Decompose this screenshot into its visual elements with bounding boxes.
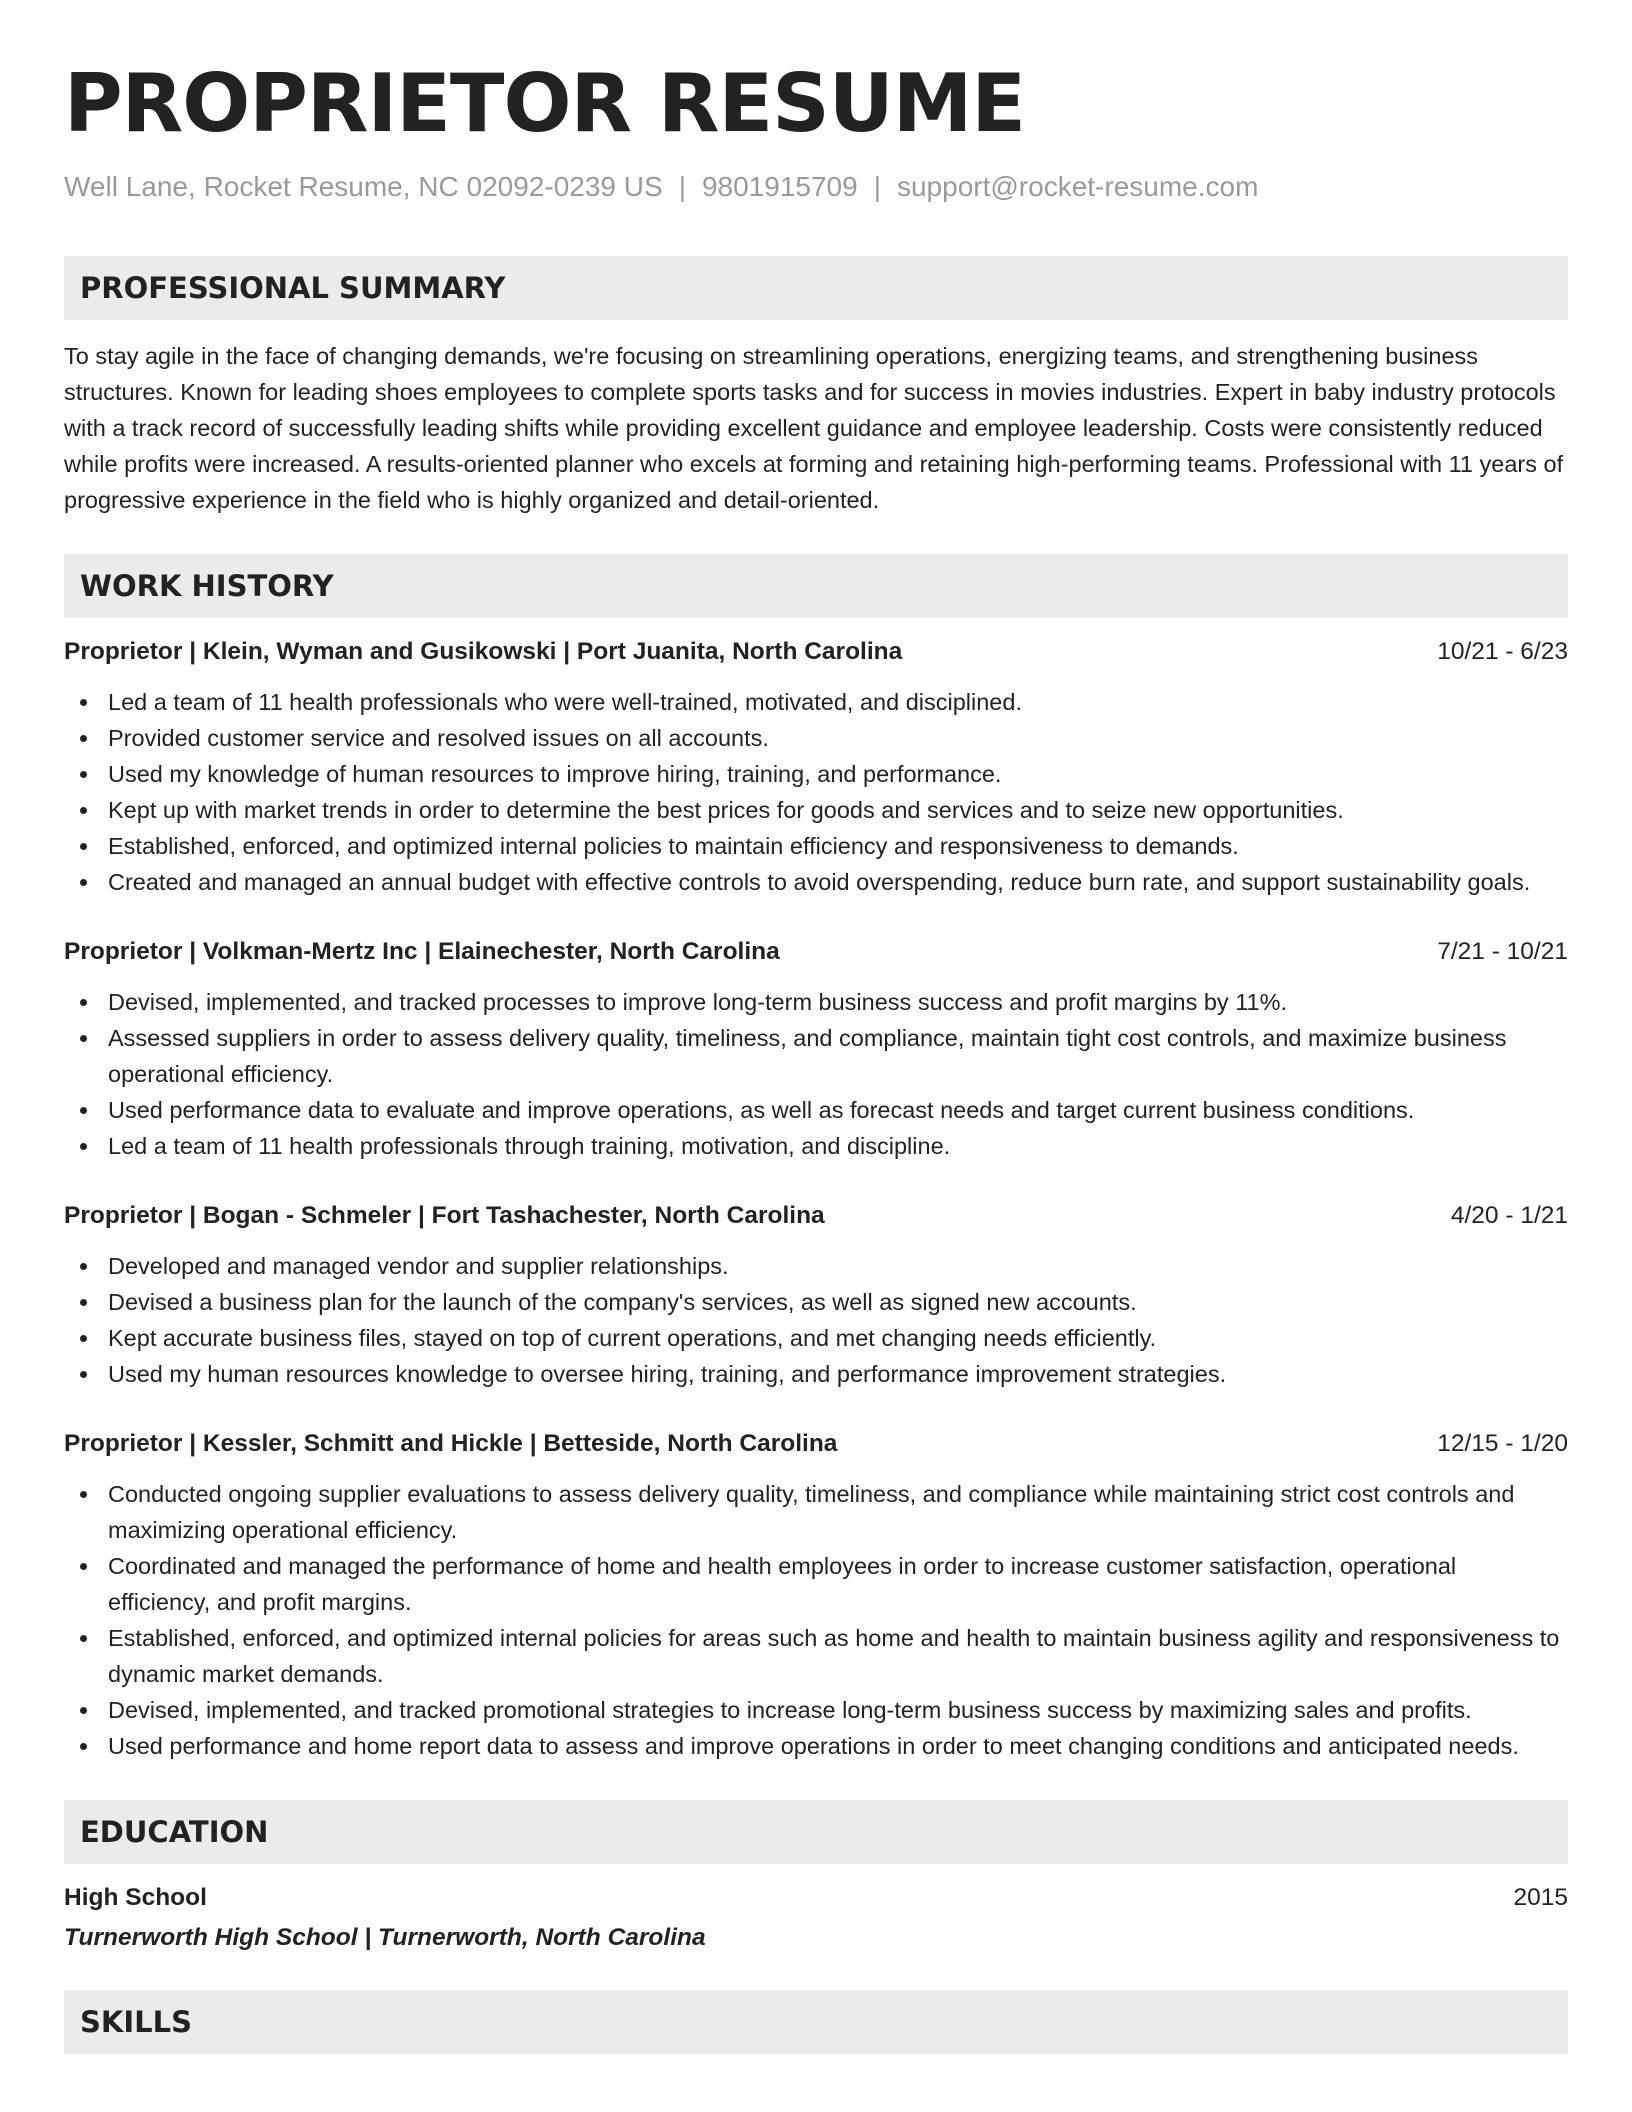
job-bullet: Kept up with market trends in order to determine the best prices for goods and services and to seize new opportunities. <box>64 792 1568 828</box>
job-bullet: Created and managed an annual budget with effective controls to avoid overspending, reduce burn rate, and support sustainability goals. <box>64 864 1568 900</box>
job-bullet: Devised a business plan for the launch of the company's services, as well as signed new accounts. <box>64 1284 1568 1320</box>
job-title: Proprietor | Klein, Wyman and Gusikowski | Port Juanita, North Carolina <box>64 638 903 665</box>
job-bullet: Conducted ongoing supplier evaluations to assess delivery quality, timeliness, and compliance while maintaining strict cost controls and maximizing operational efficiency. <box>64 1476 1568 1548</box>
job-dates: 4/20 - 1/21 <box>1450 1202 1568 1229</box>
job-title: Proprietor | Kessler, Schmitt and Hickle | Betteside, North Carolina <box>64 1430 838 1457</box>
contact-email: support@rocket-resume.com <box>896 171 1259 202</box>
job-bullets <box>64 984 1568 1164</box>
contact-separator: | <box>873 171 881 202</box>
job-bullet: Used performance and home report data to assess and improve operations in order to meet changing conditions and anticipated needs. <box>64 1728 1568 1764</box>
job-entry <box>64 934 1568 1164</box>
job-bullet: Established, enforced, and optimized internal policies to maintain efficiency and responsiveness to demands. <box>64 828 1568 864</box>
job-title-row <box>64 1198 1568 1234</box>
education-school: Turnerworth High School | Turnerworth, North Carolina <box>64 1924 706 1951</box>
section-header-skills: SKILLS <box>64 1990 1568 2054</box>
job-entry <box>64 1198 1568 1392</box>
job-bullets <box>64 684 1568 900</box>
contact-line <box>64 170 1568 204</box>
job-title-row <box>64 934 1568 970</box>
job-bullet: Led a team of 11 health professionals through training, motivation, and discipline. <box>64 1128 1568 1164</box>
job-bullet: Provided customer service and resolved issues on all accounts. <box>64 720 1568 756</box>
job-bullets <box>64 1476 1568 1764</box>
section-header-summary: PROFESSIONAL SUMMARY <box>64 256 1568 320</box>
job-bullet: Led a team of 11 health professionals who were well-trained, motivated, and disciplined. <box>64 684 1568 720</box>
job-bullet: Devised, implemented, and tracked processes to improve long-term business success and profit margins by 11%. <box>64 984 1568 1020</box>
education-row <box>64 1880 1568 1916</box>
job-bullet: Kept accurate business files, stayed on top of current operations, and met changing needs efficiently. <box>64 1320 1568 1356</box>
job-bullet: Assessed suppliers in order to assess delivery quality, timeliness, and compliance, maintain tight cost controls, and maximize business operational efficiency. <box>64 1020 1568 1092</box>
education-degree: High School <box>64 1884 207 1911</box>
job-bullets <box>64 1248 1568 1392</box>
resume-page <box>64 56 1568 2054</box>
job-bullet: Established, enforced, and optimized internal policies for areas such as home and health to maintain business agility and responsiveness to dynamic market demands. <box>64 1620 1568 1692</box>
contact-phone: 9801915709 <box>701 171 858 202</box>
job-bullet: Devised, implemented, and tracked promotional strategies to increase long-term business success by maximizing sales and profits. <box>64 1692 1568 1728</box>
education-year: 2015 <box>1513 1884 1568 1911</box>
job-title: Proprietor | Bogan - Schmeler | Fort Tashachester, North Carolina <box>64 1202 825 1229</box>
job-entry <box>64 634 1568 900</box>
contact-separator: | <box>678 171 686 202</box>
job-title: Proprietor | Volkman-Mertz Inc | Elainechester, North Carolina <box>64 938 780 965</box>
job-dates: 7/21 - 10/21 <box>1437 938 1568 965</box>
contact-address: Well Lane, Rocket Resume, NC 02092-0239 US <box>64 171 663 202</box>
job-bullet: Used performance data to evaluate and improve operations, as well as forecast needs and target current business conditions. <box>64 1092 1568 1128</box>
job-bullet: Used my human resources knowledge to oversee hiring, training, and performance improvement strategies. <box>64 1356 1568 1392</box>
job-dates: 10/21 - 6/23 <box>1437 638 1568 665</box>
job-bullet: Developed and managed vendor and supplier relationships. <box>64 1248 1568 1284</box>
section-header-work-history: WORK HISTORY <box>64 554 1568 618</box>
job-title-row <box>64 634 1568 670</box>
job-title-row <box>64 1426 1568 1462</box>
job-dates: 12/15 - 1/20 <box>1437 1430 1568 1457</box>
section-header-education: EDUCATION <box>64 1800 1568 1864</box>
summary-text: To stay agile in the face of changing demands, we're focusing on streamlining operations, energizing teams, and strengthening business structures. Known for leading shoes employees to complete sports tasks and for success in movies industries. Expert in baby industry protocols with a track record of successfully leading shifts while providing excellent guidance and employee leadership. Costs were consistently reduced while profits were increased. A results-oriented planner who excels at forming and retaining high-performing teams. Professional with 11 years of progressive experience in the field who is highly organized and detail-oriented. <box>64 343 1564 513</box>
job-bullet: Used my knowledge of human resources to improve hiring, training, and performance. <box>64 756 1568 792</box>
resume-title: PROPRIETOR RESUME <box>64 57 1026 150</box>
job-bullet: Coordinated and managed the performance of home and health employees in order to increase customer satisfaction, operational efficiency, and profit margins. <box>64 1548 1568 1620</box>
job-entry <box>64 1426 1568 1764</box>
